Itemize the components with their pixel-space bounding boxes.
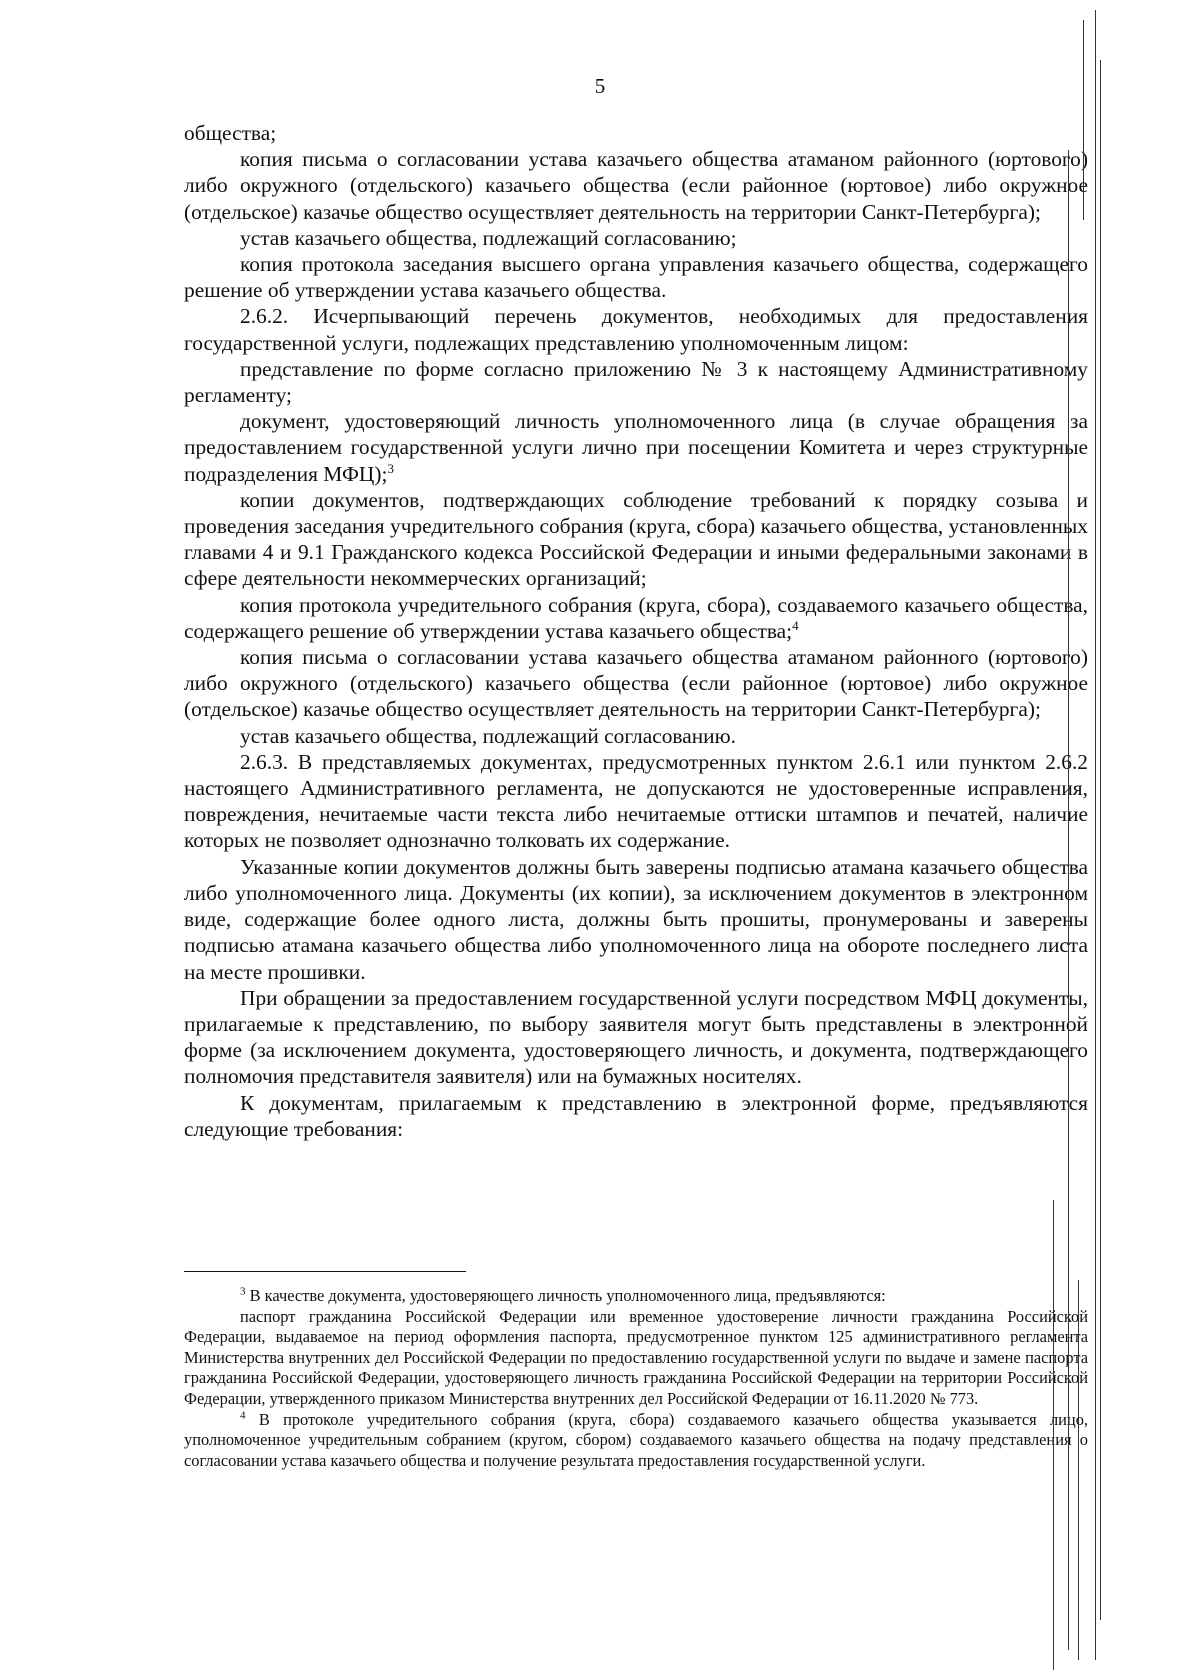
body-text: [184, 120, 1088, 1142]
scan-artifact-line: [1083, 20, 1084, 220]
scan-artifact-line: [1095, 10, 1096, 1660]
paragraph: К документам, прилагаемым к представлению в электронной форме, предъявляются следующие требования:: [184, 1090, 1088, 1141]
footnote-3-body: паспорт гражданина Российской Федерации или временное удостоверение личности гражданина Российской Федерации, выдаваемое на период оформления паспорта, предусмотренное пунктом 125 административного регламента Министерства внутренних дел Российской Федерации по предоставлению государственной услуги по выдаче и замене паспорта гражданина Российской Федерации, удостоверяющего личность гражданина Российской Федерации на территории Российской Федерации, утвержденного приказом Министерства внутренних дел Российской Федерации от 16.11.2020 № 773.: [184, 1306, 1088, 1408]
paragraph: копия протокола заседания высшего органа управления казачьего общества, содержащего решение об утверждении устава казачьего общества.: [184, 252, 1088, 303]
paragraph: 2.6.3. В представляемых документах, предусмотренных пунктом 2.6.1 или пунктом 2.6.2 настоящего Административного регламента, не допускаются не удостоверенные исправления, повреждения, нечитаемые части текста либо нечитаемые оттиски штампов и печатей, наличие которых не позволяет однозначно толковать их содержание.: [184, 749, 1088, 853]
paragraph: устав казачьего общества, подлежащий согласованию.: [240, 723, 736, 748]
footnote-ref-3: 3: [387, 460, 394, 476]
page-number: 5: [594, 74, 606, 98]
footnote-text: В качестве документа, удостоверяющего личность уполномоченного лица, предъявляются:: [249, 1286, 886, 1305]
paragraph-text: документ, удостоверяющий личность уполномоченного лица (в случае обращения за предоставлением государственной услуги лично при посещении Комитета и через структурные подразделения МФЦ);: [184, 409, 1088, 486]
footnote-mark-4: 4: [240, 1409, 246, 1422]
paragraph: копия письма о согласовании устава казачьего общества атаманом районного (юртового) либо окружного (отдельского) казачьего общества (если районное (юртовое) либо окружное (отдельское) казачье общество осуществляет деятельность на территории Санкт-Петербурга);: [184, 645, 1088, 722]
paragraph-with-footnote-4: [184, 592, 1088, 644]
paragraph: Указанные копии документов должны быть заверены подписью атамана казачьего общества либо уполномоченного лица. Документы (их копии), за исключением документов в электронном виде, содержащие более одного листа, должны быть прошиты, пронумерованы и заверены подписью атамана казачьего общества либо уполномоченного лица на обороте последнего листа на месте прошивки.: [184, 854, 1088, 984]
footnotes: [184, 1286, 1088, 1471]
paragraph-with-footnote-3: [184, 408, 1088, 487]
paragraph: устав казачьего общества, подлежащий согласованию;: [240, 225, 737, 250]
paragraph: копии документов, подтверждающих соблюдение требований к порядку созыва и проведения заседания учредительного собрания (круга, сбора) казачьего общества, установленных главами 4 и 9.1 Гражданского кодекса Российской Федерации и иными федеральными законами в сфере деятельности некоммерческих организаций;: [184, 487, 1088, 591]
paragraph: копия письма о согласовании устава казачьего общества атаманом районного (юртового) либо окружного (отдельского) казачьего общества (если районное (юртовое) либо окружное (отдельское) казачье общество осуществляет деятельность на территории Санкт-Петербурга);: [184, 147, 1088, 224]
paragraph-text: копия протокола учредительного собрания (круга, сбора), создаваемого казачьего общества, содержащего решение об утверждении устава казачьего общества;: [184, 592, 1088, 643]
footnote-separator: [184, 1271, 466, 1272]
scan-artifact-line: [1068, 150, 1069, 1650]
scan-artifact-line: [1078, 1280, 1079, 1660]
footnote-text: В протоколе учредительного собрания (круга, сбора) создаваемого казачьего общества указывается лицо, уполномоченное учредительным собранием (кругом, сбором) создаваемого казачьего общества на подачу представления о согласовании устава казачьего общества и получение результата предоставления государственной услуги.: [184, 1409, 1088, 1470]
scan-artifact-line: [1053, 1200, 1054, 1670]
scan-artifact-line: [1100, 60, 1101, 1620]
footnote-3-intro: [184, 1286, 1088, 1307]
footnote-4: [184, 1410, 1088, 1472]
paragraph: При обращении за предоставлением государственной услуги посредством МФЦ документы, прилагаемые к представлению, по выбору заявителя могут быть представлены в электронной форме (за исключением документа, удостоверяющего личность, и документа, подтверждающего полномочия представителя заявителя) или на бумажных носителях.: [184, 985, 1088, 1089]
footnote-ref-4: 4: [792, 617, 799, 633]
paragraph: общества;: [184, 121, 277, 145]
footnote-mark-3: 3: [240, 1285, 246, 1298]
paragraph: 2.6.2. Исчерпывающий перечень документов, необходимых для предоставления государственной услуги, подлежащих представлению уполномоченным лицом:: [184, 304, 1088, 355]
paragraph: представление по форме согласно приложению № 3 к настоящему Административному регламенту;: [184, 356, 1088, 408]
